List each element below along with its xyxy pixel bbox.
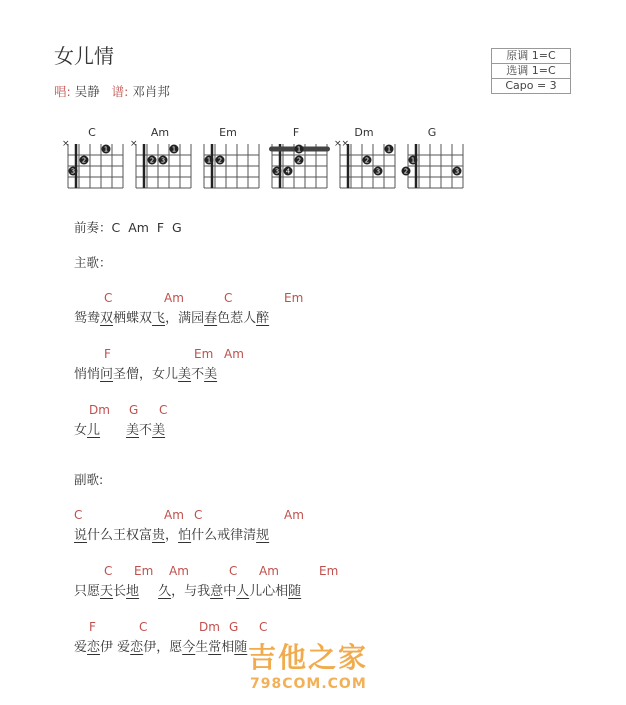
lyric-text: 随	[234, 640, 248, 655]
svg-text:1: 1	[206, 156, 212, 165]
chord-label: F	[89, 620, 96, 634]
lyric-text: 贵	[152, 528, 166, 543]
chord-label: Am	[284, 508, 304, 522]
lyric-line	[74, 291, 304, 341]
svg-text:2: 2	[364, 156, 370, 165]
lyric-text: 圣僧，女儿	[113, 367, 179, 382]
svg-text:3: 3	[375, 167, 381, 176]
chord-label: Dm	[89, 403, 110, 417]
chord-grid	[56, 138, 128, 194]
svg-text:3: 3	[160, 156, 166, 165]
lyric-text: 生	[195, 640, 209, 655]
chord-label: C	[139, 620, 148, 634]
chord-diagram-em	[192, 126, 264, 194]
chord-label: G	[129, 403, 139, 417]
chorus-label: 副歌:	[74, 472, 104, 487]
lyric-text: 色惹人	[217, 311, 257, 326]
intro-chords: C Am F G	[111, 220, 182, 235]
lyric-text: ，	[165, 528, 179, 543]
chord-diagram-g	[396, 126, 468, 194]
arranger-name: 邓肖邦	[132, 84, 170, 99]
chord-diagram-dm	[328, 126, 400, 194]
lyric-text: 久	[158, 584, 172, 599]
chord-label: C	[229, 564, 238, 578]
lyric-text: 天	[100, 584, 114, 599]
chord-grid	[124, 138, 196, 194]
svg-text:2: 2	[217, 156, 223, 165]
lyric-line	[74, 564, 339, 614]
lyric-line	[74, 347, 244, 397]
lyric-text: 只愿	[74, 584, 101, 599]
chord-diagram-am	[124, 126, 196, 194]
chord-diagram-c	[56, 126, 128, 194]
svg-text:×: ×	[62, 139, 70, 149]
lyric-text: 春	[204, 311, 218, 326]
svg-text:×: ×	[130, 139, 138, 149]
chord-grid	[328, 138, 400, 194]
chord-label: Em	[194, 347, 214, 361]
svg-text:1: 1	[296, 145, 302, 154]
svg-text:2: 2	[403, 167, 409, 176]
lyric-text: 地	[126, 584, 140, 599]
lyric-text: 鸳鸯	[74, 311, 101, 326]
lyric-line	[74, 403, 168, 453]
svg-text:1: 1	[171, 145, 177, 154]
svg-text:1: 1	[386, 145, 392, 154]
lyric-text: 意	[210, 584, 224, 599]
lyric-line	[74, 508, 304, 558]
selected-key: 选调 1=C	[492, 64, 570, 79]
chord-label: C	[259, 620, 268, 634]
lyric-text: 女	[74, 423, 88, 438]
arranger-label: 谱:	[111, 84, 129, 99]
intro-label: 前奏：	[74, 220, 112, 235]
lyric-text: 相	[221, 640, 235, 655]
chord-label: C	[74, 508, 83, 522]
lyric-text: ，与我	[171, 584, 211, 599]
chord-grid	[396, 138, 468, 194]
lyric-text: 悄悄	[74, 367, 101, 382]
svg-text:3: 3	[70, 167, 76, 176]
lyric-text: 伊，愿	[143, 640, 183, 655]
chord-label: Am	[224, 347, 244, 361]
chord-grid	[260, 138, 332, 194]
original-key: 原调 1=C	[492, 49, 570, 64]
lyric-text: 常	[208, 640, 222, 655]
chord-label: Am	[169, 564, 189, 578]
chord-label: Am	[259, 564, 279, 578]
lyric-text: 今	[182, 640, 196, 655]
lyric-text: ，满园	[165, 311, 205, 326]
lyric-text: 怕	[178, 528, 192, 543]
chord-name: C	[88, 126, 96, 139]
chord-name: Em	[219, 126, 237, 139]
lyric-text: 问	[100, 367, 114, 382]
lyric-text: 双	[100, 311, 114, 326]
chord-name: Dm	[354, 126, 374, 139]
lyric-text: 不	[139, 423, 153, 438]
lyric-text: 什么王权富	[87, 528, 153, 543]
chord-label: C	[159, 403, 168, 417]
lyric-text: 飞	[152, 311, 166, 326]
chord-label: G	[229, 620, 239, 634]
svg-text:3: 3	[274, 167, 280, 176]
lyric-text: 美	[204, 367, 218, 382]
chord-name: G	[427, 126, 437, 139]
lyric-text: 中	[223, 584, 237, 599]
lyric-text: 人	[236, 584, 250, 599]
chord-label: C	[224, 291, 233, 305]
chord-label: Em	[319, 564, 339, 578]
watermark-logo: 吉他之家	[248, 641, 369, 674]
lyric-text: 儿心相	[249, 584, 289, 599]
lyric-text: 恋	[130, 640, 144, 655]
lyric-text: 规	[256, 528, 270, 543]
chord-label: F	[104, 347, 111, 361]
svg-text:1: 1	[103, 145, 109, 154]
lyric-text: 美	[178, 367, 192, 382]
lyric-text: 美	[152, 423, 166, 438]
chord-name: F	[292, 126, 300, 139]
lyric-text: 不	[191, 367, 205, 382]
watermark-url: 798COM.COM	[250, 676, 367, 692]
song-title: 女儿情	[54, 44, 114, 68]
chord-label: C	[104, 564, 113, 578]
chord-label: Am	[164, 508, 184, 522]
lyric-line	[74, 620, 268, 670]
svg-text:2: 2	[81, 156, 87, 165]
svg-text:4: 4	[285, 167, 291, 176]
svg-text:1: 1	[410, 156, 416, 165]
lyric-text: 美	[126, 423, 140, 438]
verse-label: 主歌：	[74, 255, 112, 270]
lyric-text: 恋	[87, 640, 101, 655]
lyric-text: 长	[113, 584, 127, 599]
lyric-text: 儿	[87, 423, 101, 438]
svg-text:3: 3	[454, 167, 460, 176]
svg-text:2: 2	[296, 156, 302, 165]
singer-name: 吴静	[74, 84, 100, 99]
lyric-text: 爱	[74, 640, 88, 655]
svg-text:2: 2	[149, 156, 155, 165]
key-info-box	[491, 48, 571, 94]
capo-position: Capo = 3	[505, 79, 557, 92]
chord-diagram-f	[260, 126, 332, 194]
svg-text:××: ××	[334, 139, 350, 149]
lyric-text: 什么戒律清	[191, 528, 257, 543]
lyric-text: 栖蝶双	[113, 311, 153, 326]
chord-label: C	[194, 508, 203, 522]
chord-label: Dm	[199, 620, 220, 634]
chord-label: Em	[134, 564, 154, 578]
chord-grid	[192, 138, 264, 194]
chord-label: C	[104, 291, 113, 305]
lyric-text: 伊 爱	[100, 640, 131, 655]
singer-label: 唱:	[54, 84, 71, 99]
chord-label: Em	[284, 291, 304, 305]
chord-label: Am	[164, 291, 184, 305]
lyric-text: 醉	[256, 311, 270, 326]
intro-line	[74, 218, 182, 236]
song-credits	[54, 82, 170, 100]
chord-name: Am	[150, 126, 170, 139]
lyric-text: 说	[74, 528, 88, 543]
lyric-text: 随	[288, 584, 302, 599]
